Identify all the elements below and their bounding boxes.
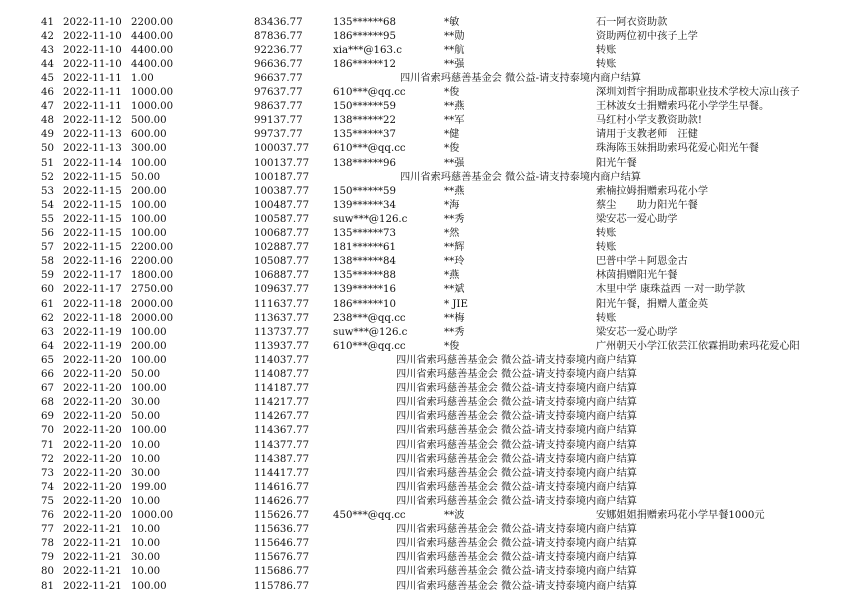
ledger-row [0,185,860,198]
row-amount: 500.00 [131,115,167,127]
row-donor-name: **勋 [444,30,465,42]
row-account: 181******61 [333,242,396,254]
row-number: 42 [41,30,54,42]
row-settlement-note: 四川省索玛慈善基金会 微公益-请支持泰境内商户结算 [400,171,641,183]
ledger-row [0,354,860,367]
row-date: 2022-11-18 [63,312,122,324]
row-balance: 96637.77 [254,72,303,84]
row-settlement-note: 四川省索玛慈善基金会 微公益-请支持泰境内商户结算 [396,453,637,465]
row-number: 79 [41,552,54,564]
ledger-row [0,368,860,381]
row-settlement-note: 四川省索玛慈善基金会 微公益-请支持泰境内商户结算 [396,580,637,592]
row-number: 55 [41,213,54,225]
row-number: 69 [41,411,54,423]
row-amount: 4400.00 [131,58,174,70]
row-number: 56 [41,228,54,239]
row-number: 57 [41,242,54,254]
row-number: 53 [41,185,54,197]
row-amount: 4400.00 [131,44,174,56]
row-number: 68 [41,397,54,409]
row-date: 2022-11-17 [63,270,122,282]
row-balance: 114626.77 [254,495,310,507]
row-amount: 100.00 [131,157,167,169]
row-amount: 2750.00 [131,284,174,296]
row-number: 66 [41,369,54,380]
ledger-row [0,382,860,395]
row-donor-name: **强 [444,58,465,70]
ledger-row [0,580,860,593]
row-account: suw***@126.c [333,326,408,338]
row-memo: 阳光午餐 [596,157,637,169]
row-amount: 200.00 [131,185,167,197]
row-memo: 梁安芯一爱心助学 [596,213,678,225]
row-amount: 30.00 [131,467,161,479]
ledger-row [0,523,860,536]
row-amount: 100.00 [131,383,167,395]
row-date: 2022-11-10 [63,30,122,42]
row-donor-name: **航 [444,44,465,56]
row-settlement-note: 四川省索玛慈善基金会 微公益-请支持泰境内商户结算 [400,72,641,84]
row-settlement-note: 四川省索玛慈善基金会 微公益-请支持泰境内商户结算 [396,397,637,409]
row-number: 47 [41,101,54,113]
ledger-row [0,227,860,240]
row-settlement-note: 四川省索玛慈善基金会 微公益-请支持泰境内商户结算 [396,383,637,395]
row-balance: 115676.77 [254,552,310,564]
row-amount: 10.00 [131,566,161,578]
row-number: 60 [41,284,54,296]
row-date: 2022-11-21 [63,566,122,578]
row-date: 2022-11-16 [63,256,122,268]
row-settlement-note: 四川省索玛慈善基金会 微公益-请支持泰境内商户结算 [396,538,637,550]
row-date: 2022-11-20 [63,369,122,380]
ledger-row [0,495,860,508]
row-number: 62 [41,312,54,324]
ledger-row [0,481,860,494]
row-number: 64 [41,340,54,352]
row-memo: 梁安芯一爱心助学 [596,326,678,338]
row-balance: 109637.77 [254,284,310,296]
row-account: 610***@qq.cc [333,87,406,98]
row-amount: 50.00 [131,411,161,423]
row-amount: 50.00 [131,369,161,380]
row-balance: 114377.77 [254,439,310,451]
row-number: 52 [41,171,54,183]
row-number: 44 [41,58,54,70]
row-amount: 2000.00 [131,312,174,324]
row-memo: 请用于支教老师 汪健 [596,129,698,141]
row-account: 610***@qq.cc [333,340,406,352]
row-number: 77 [41,524,54,536]
row-balance: 99737.77 [254,129,303,141]
row-date: 2022-11-20 [63,439,122,451]
row-number: 54 [41,199,54,211]
row-amount: 2200.00 [131,16,174,28]
row-settlement-note: 四川省索玛慈善基金会 微公益-请支持泰境内商户结算 [396,439,637,451]
row-memo: 转账 [596,58,617,70]
row-donor-name: **梅 [444,312,465,324]
row-balance: 96636.77 [254,58,303,70]
row-amount: 10.00 [131,439,161,451]
row-date: 2022-11-20 [63,467,122,479]
row-date: 2022-11-15 [63,185,122,197]
row-date: 2022-11-20 [63,425,122,437]
row-balance: 115636.77 [254,524,310,536]
row-number: 72 [41,453,54,465]
row-balance: 102887.77 [254,242,310,254]
row-account: 238***@qq.cc [333,312,406,324]
row-number: 76 [41,510,54,521]
row-number: 48 [41,115,54,127]
row-amount: 30.00 [131,397,161,409]
row-balance: 100687.77 [254,228,310,239]
row-donor-name: *然 [444,228,460,239]
row-donor-name: *燕 [444,270,460,282]
row-account: 150******59 [333,101,396,113]
row-amount: 100.00 [131,199,167,211]
row-balance: 114616.77 [254,481,310,493]
ledger-row [0,326,860,339]
row-date: 2022-11-21 [63,580,122,592]
row-memo: 王林波女士捐赠索玛花小学学生早餐。 [596,101,770,113]
row-date: 2022-11-20 [63,453,122,465]
row-settlement-note: 四川省索玛慈善基金会 微公益-请支持泰境内商户结算 [396,566,637,578]
row-number: 43 [41,44,54,56]
ledger-row [0,142,860,155]
row-memo: 巴普中学＋阿恩金古 [596,256,688,268]
row-number: 73 [41,467,54,479]
row-number: 81 [41,580,54,592]
row-settlement-note: 四川省索玛慈善基金会 微公益-请支持泰境内商户结算 [396,524,637,536]
row-amount: 199.00 [131,481,167,493]
row-settlement-note: 四川省索玛慈善基金会 微公益-请支持泰境内商户结算 [396,467,637,479]
ledger-row [0,199,860,212]
row-donor-name: **玲 [444,256,465,268]
row-memo: 珠海陈玉妹捐助索玛花爱心阳光午餐 [596,143,759,155]
row-amount: 1.00 [131,72,154,84]
ledger-row [0,30,860,43]
row-balance: 100387.77 [254,185,310,197]
row-donor-name: **军 [444,115,465,127]
row-amount: 10.00 [131,524,161,536]
ledger-row [0,467,860,480]
row-date: 2022-11-13 [63,129,122,141]
row-balance: 114217.77 [254,397,310,409]
row-settlement-note: 四川省索玛慈善基金会 微公益-请支持泰境内商户结算 [396,425,637,437]
ledger-row [0,16,860,29]
row-balance: 105087.77 [254,256,310,268]
ledger-row [0,410,860,423]
row-account: xia***@163.c [333,44,402,56]
row-memo: 石一阿衣资助款 [596,16,668,28]
row-amount: 1800.00 [131,270,174,282]
row-number: 51 [41,157,54,169]
row-number: 45 [41,72,54,84]
ledger-row [0,58,860,71]
row-account: 186******95 [333,30,396,42]
row-balance: 114037.77 [254,354,310,366]
row-balance: 114087.77 [254,369,310,380]
row-date: 2022-11-10 [63,58,122,70]
row-donor-name: *健 [444,129,460,141]
row-memo: 转账 [596,44,617,56]
row-amount: 10.00 [131,453,161,465]
row-memo: 深圳刘哲宇捐助成都职业技术学校大凉山孩子 [596,87,800,98]
row-balance: 99137.77 [254,115,303,127]
row-account: 135******73 [333,228,396,239]
row-balance: 115646.77 [254,538,310,550]
row-number: 71 [41,439,54,451]
ledger-row [0,340,860,353]
row-balance: 114267.77 [254,411,310,423]
ledger-row [0,453,860,466]
row-settlement-note: 四川省索玛慈善基金会 微公益-请支持泰境内商户结算 [396,369,637,380]
row-date: 2022-11-15 [63,228,122,239]
row-memo: 转账 [596,228,617,239]
row-balance: 87836.77 [254,30,303,42]
row-date: 2022-11-15 [63,242,122,254]
row-balance: 100037.77 [254,143,310,155]
row-date: 2022-11-21 [63,538,122,550]
row-balance: 100187.77 [254,171,310,183]
ledger-row [0,72,860,85]
row-amount: 200.00 [131,340,167,352]
row-date: 2022-11-20 [63,495,122,507]
row-amount: 1000.00 [131,510,174,521]
row-date: 2022-11-12 [63,115,122,127]
row-date: 2022-11-15 [63,171,122,183]
row-number: 61 [41,298,54,310]
row-date: 2022-11-18 [63,298,122,310]
row-memo: 索楠拉姆捐赠索玛花小学 [596,185,709,197]
row-balance: 100487.77 [254,199,310,211]
ledger-row [0,44,860,57]
row-account: 135******37 [333,129,396,141]
row-amount: 100.00 [131,425,167,437]
row-number: 70 [41,425,54,437]
row-account: suw***@126.c [333,213,408,225]
row-date: 2022-11-15 [63,199,122,211]
row-number: 75 [41,495,54,507]
ledger-row [0,269,860,282]
row-memo: 转账 [596,312,617,324]
row-date: 2022-11-13 [63,143,122,155]
row-balance: 114367.77 [254,425,310,437]
row-date: 2022-11-10 [63,16,122,28]
row-settlement-note: 四川省索玛慈善基金会 微公益-请支持泰境内商户结算 [396,354,637,366]
row-number: 50 [41,143,54,155]
row-balance: 100587.77 [254,213,310,225]
row-settlement-note: 四川省索玛慈善基金会 微公益-请支持泰境内商户结算 [396,495,637,507]
row-number: 80 [41,566,54,578]
ledger-row [0,312,860,325]
row-date: 2022-11-20 [63,411,122,423]
row-date: 2022-11-11 [63,101,122,113]
row-memo: 转账 [596,242,617,254]
row-balance: 113937.77 [254,340,310,352]
row-donor-name: **斌 [444,284,465,296]
row-settlement-note: 四川省索玛慈善基金会 微公益-请支持泰境内商户结算 [396,552,637,564]
row-donor-name: *俊 [444,340,460,352]
row-amount: 300.00 [131,143,167,155]
row-donor-name: *海 [444,199,460,211]
ledger-row [0,114,860,127]
ledger-row [0,157,860,170]
ledger-row [0,298,860,311]
row-donor-name: **秀 [444,326,465,338]
row-memo: 林茵捐赠阳光午餐 [596,270,678,282]
row-amount: 100.00 [131,213,167,225]
row-account: 150******59 [333,185,396,197]
row-amount: 100.00 [131,580,167,592]
row-donor-name: *俊 [444,87,460,98]
row-balance: 115786.77 [254,580,310,592]
row-date: 2022-11-21 [63,552,122,564]
row-balance: 114387.77 [254,453,310,465]
row-account: 135******68 [333,16,396,28]
row-donor-name: **波 [444,510,465,521]
row-amount: 2200.00 [131,242,174,254]
row-memo: 马红村小学支教资助款! [596,115,702,127]
row-account: 139******16 [333,284,396,296]
ledger-row [0,424,860,437]
row-number: 74 [41,481,54,493]
row-date: 2022-11-11 [63,87,122,98]
row-number: 67 [41,383,54,395]
row-number: 49 [41,129,54,141]
row-date: 2022-11-19 [63,340,122,352]
row-donor-name: **燕 [444,185,465,197]
row-donor-name: **辉 [444,242,465,254]
row-amount: 10.00 [131,538,161,550]
row-number: 65 [41,354,54,366]
row-number: 46 [41,87,54,98]
row-balance: 98637.77 [254,101,303,113]
row-account: 138******22 [333,115,396,127]
row-settlement-note: 四川省索玛慈善基金会 微公益-请支持泰境内商户结算 [396,411,637,423]
row-balance: 92236.77 [254,44,303,56]
row-number: 63 [41,326,54,338]
row-date: 2022-11-20 [63,481,122,493]
row-date: 2022-11-10 [63,44,122,56]
row-amount: 2000.00 [131,298,174,310]
ledger-row [0,128,860,141]
row-balance: 97637.77 [254,87,303,98]
row-account: 186******12 [333,58,396,70]
ledger-row [0,213,860,226]
row-account: 139******34 [333,199,396,211]
row-date: 2022-11-20 [63,397,122,409]
row-amount: 30.00 [131,552,161,564]
ledger-row [0,171,860,184]
row-date: 2022-11-19 [63,326,122,338]
row-balance: 114417.77 [254,467,310,479]
ledger-row [0,439,860,452]
ledger-row [0,241,860,254]
row-donor-name: **燕 [444,101,465,113]
row-number: 41 [41,16,54,28]
row-date: 2022-11-21 [63,524,122,536]
row-amount: 10.00 [131,495,161,507]
row-account: 450***@qq.cc [333,510,406,521]
row-memo: 资助两位初中孩子上学 [596,30,698,42]
ledger-row [0,565,860,578]
ledger-row [0,283,860,296]
row-account: 186******10 [333,298,396,310]
row-date: 2022-11-15 [63,213,122,225]
row-donor-name: *敏 [444,16,460,28]
ledger-row [0,537,860,550]
row-settlement-note: 四川省索玛慈善基金会 微公益-请支持泰境内商户结算 [396,481,637,493]
row-balance: 115686.77 [254,566,310,578]
row-number: 78 [41,538,54,550]
row-account: 138******96 [333,157,396,169]
ledger-row [0,255,860,268]
row-date: 2022-11-20 [63,354,122,366]
row-balance: 114187.77 [254,383,310,395]
row-amount: 50.00 [131,171,161,183]
row-donor-name: *俊 [444,143,460,155]
row-amount: 1000.00 [131,87,174,98]
ledger-row [0,551,860,564]
row-memo: 蔡尘 助力阳光午餐 [596,199,698,211]
row-date: 2022-11-20 [63,510,122,521]
row-balance: 111637.77 [254,298,310,310]
row-balance: 113637.77 [254,312,310,324]
row-account: 610***@qq.cc [333,143,406,155]
row-date: 2022-11-11 [63,72,122,84]
ledger-row [0,100,860,113]
row-amount: 100.00 [131,228,167,239]
row-number: 59 [41,270,54,282]
row-memo: 安娜姐姐捐赠索玛花小学早餐1000元 [596,510,765,521]
row-balance: 113737.77 [254,326,310,338]
row-date: 2022-11-17 [63,284,122,296]
ledger-row [0,509,860,522]
row-date: 2022-11-14 [63,157,122,169]
row-amount: 4400.00 [131,30,174,42]
row-account: 135******88 [333,270,396,282]
row-balance: 115626.77 [254,510,310,521]
row-donor-name: **强 [444,157,465,169]
row-donor-name: * JIE [444,298,468,310]
row-donor-name: **秀 [444,213,465,225]
row-date: 2022-11-20 [63,383,122,395]
row-amount: 100.00 [131,326,167,338]
row-account: 138******84 [333,256,396,268]
row-memo: 木里中学 康珠益西 一对一助学款 [596,284,746,296]
row-memo: 阳光午餐，捐赠人董金英 [596,298,709,310]
row-number: 58 [41,256,54,268]
row-amount: 1000.00 [131,101,174,113]
row-amount: 2200.00 [131,256,174,268]
row-balance: 83436.77 [254,16,303,28]
row-amount: 100.00 [131,354,167,366]
row-memo: 广州朝天小学江依芸江依霖捐助索玛花爱心阳 [596,340,800,352]
row-balance: 100137.77 [254,157,310,169]
ledger-row [0,396,860,409]
row-balance: 106887.77 [254,270,310,282]
row-amount: 600.00 [131,129,167,141]
ledger-row [0,86,860,99]
